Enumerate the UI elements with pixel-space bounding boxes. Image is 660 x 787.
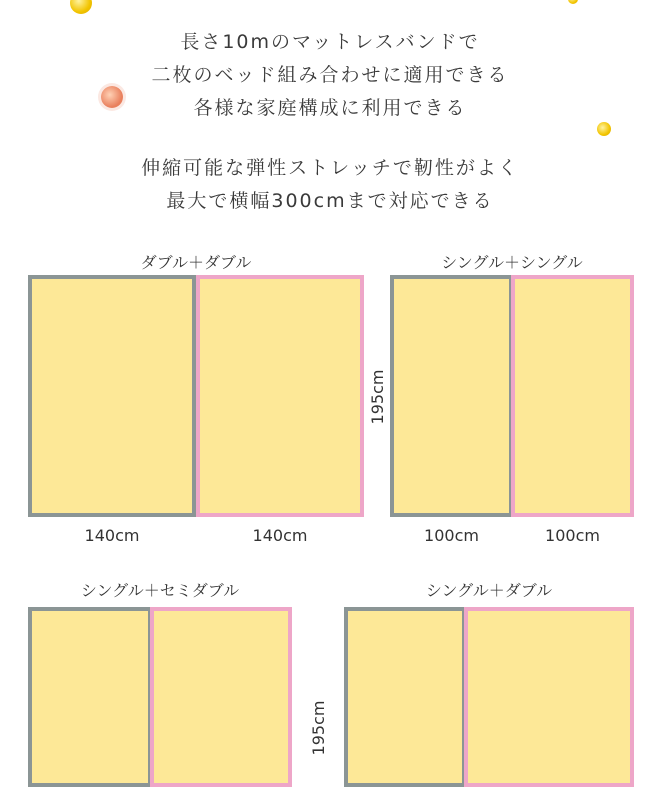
combo-title: シングル＋ダブル [425, 581, 553, 600]
intro-line: 二枚のベッド組み合わせに適用できる [151, 64, 509, 86]
combo-title: ダブル＋ダブル [140, 253, 252, 272]
feature-text [0, 152, 660, 218]
width-label: 100cm [545, 526, 600, 545]
intro-line: 各様な家庭構成に利用できる [193, 97, 467, 119]
mattress-right [511, 275, 634, 517]
mattress-right [464, 607, 634, 787]
mattress-left [390, 275, 513, 517]
intro-text [0, 26, 660, 125]
mattress-right [196, 275, 364, 517]
decorative-gold-dot [70, 0, 92, 14]
length-label: 195cm [309, 700, 328, 756]
decorative-gold-dot [568, 0, 578, 4]
combo-title: シングル＋セミダブル [80, 581, 240, 600]
width-label: 140cm [84, 526, 140, 545]
intro-line: 長さ10mのマットレスバンドで [180, 31, 480, 53]
length-label: 195cm [368, 369, 387, 425]
mattress-left [28, 275, 196, 517]
combo-title: シングル＋シングル [441, 253, 583, 272]
feature-line: 最大で横幅300cmまで対応できる [166, 190, 494, 212]
width-label: 100cm [424, 526, 479, 545]
mattress-left [28, 607, 152, 787]
mattress-right [150, 607, 292, 787]
width-label: 140cm [252, 526, 308, 545]
mattress-left [344, 607, 466, 787]
feature-line: 伸縮可能な弾性ストレッチで靭性がよく [141, 157, 519, 179]
